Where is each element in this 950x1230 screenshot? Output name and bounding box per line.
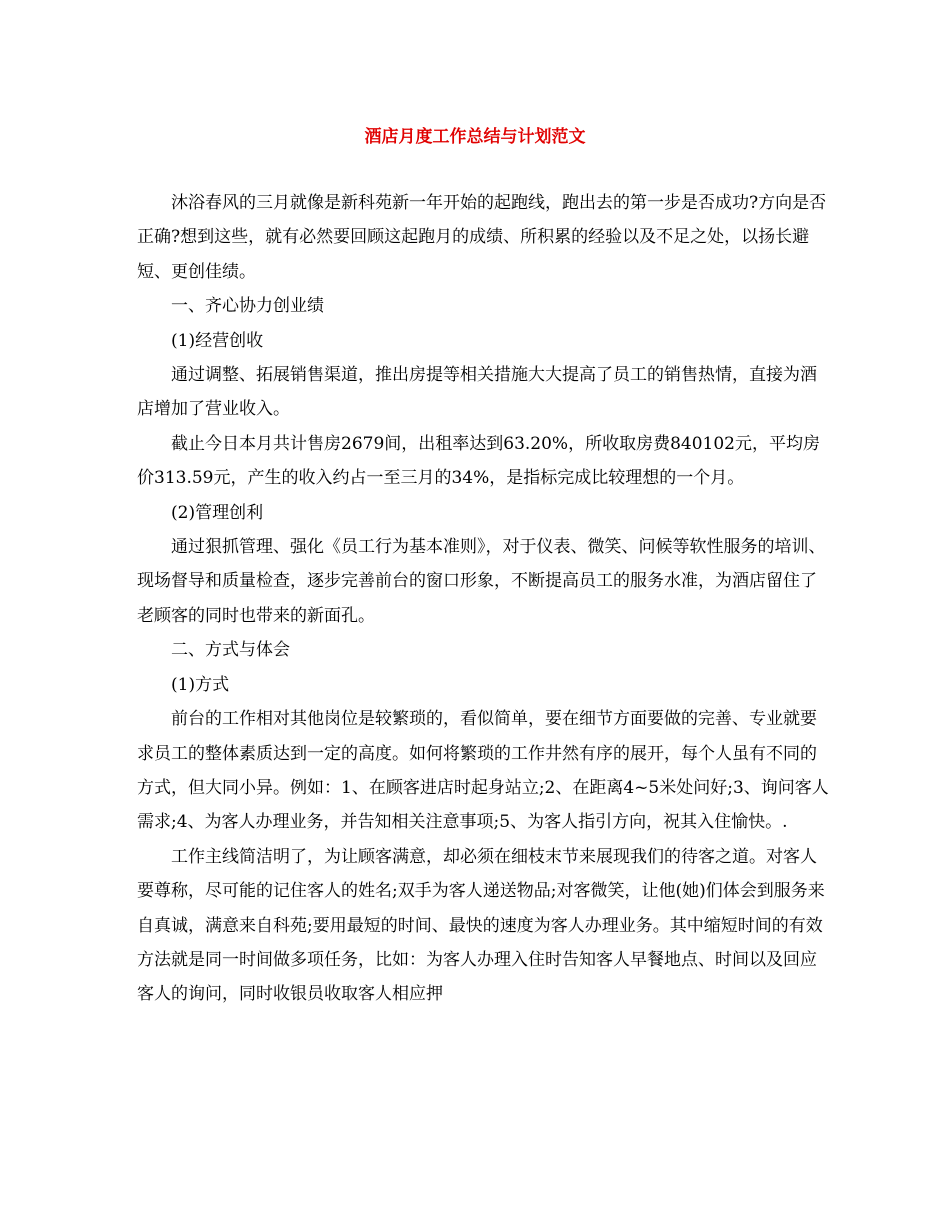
document-title: 酒店月度工作总结与计划范文 [364, 127, 586, 147]
subheading-methods: (1)方式 [171, 674, 230, 695]
heading-section-1: 一、齐心协力创业绩 [171, 296, 324, 317]
paragraph-front-desk-methods: 前台的工作相对其他岗位是较繁琐的，看似简单，要在细节方面要做的完善、专业就要求员工的整体素质达到一定的高度。如何将繁琐的工作井然有序的展开，每个人虽有不同的方式，但大同小异。例如：1、在顾客进店时起身站立;2、在距离4~5米处问好;3、询问客人需求;4、为客人办理业务，并告知相关注意事项;5、为客人指引方向，祝其入住愉快。. [137, 709, 829, 833]
subheading-business-revenue: (1)经营创收 [171, 330, 264, 351]
document-body [137, 186, 830, 1012]
paragraph-work-mainline: 工作主线简洁明了，为让顾客满意，却必须在细枝末节来展现我们的待客之道。对客人要尊称，尽可能的记住客人的姓名;双手为客人递送物品;对客微笑，让他(她)们体会到服务来自真诚，满意来自科苑;要用最短的时间、最快的速度为客人办理业务。其中缩短时间的有效方法就是同一时间做多项任务，比如：为客人办理入住时告知客人早餐地点、时间以及回应客人的询问，同时收银员收取客人相应押 [137, 846, 825, 1005]
subheading-management-profit: (2)管理创利 [171, 502, 264, 523]
paragraph-management: 通过狠抓管理、强化《员工行为基本准则》，对于仪表、微笑、问候等软性服务的培训、现场督导和质量检查，逐步完善前台的窗口形象，不断提高员工的服务水准，为酒店留住了老顾客的同时也带来的新面孔。 [137, 537, 826, 626]
heading-section-2: 二、方式与体会 [171, 640, 290, 661]
paragraph-room-statistics: 截止今日本月共计售房2679间，出租率达到63.20%，所收取房费840102元，平均房价313.59元，产生的收入约占一至三月的34%，是指标完成比较理想的一个月。 [137, 433, 820, 489]
paragraph-sales-channels: 通过调整、拓展销售渠道，推出房提等相关措施大大提高了员工的销售热情，直接为酒店增加了营业收入。 [137, 365, 817, 420]
paragraph-intro: 沐浴春风的三月就像是新科苑新一年开始的起跑线，跑出去的第一步是否成功?方向是否正确?想到这些，就有必然要回顾这起跑月的成绩、所积累的经验以及不足之处，以扬长避短、更创佳绩。 [137, 193, 827, 282]
